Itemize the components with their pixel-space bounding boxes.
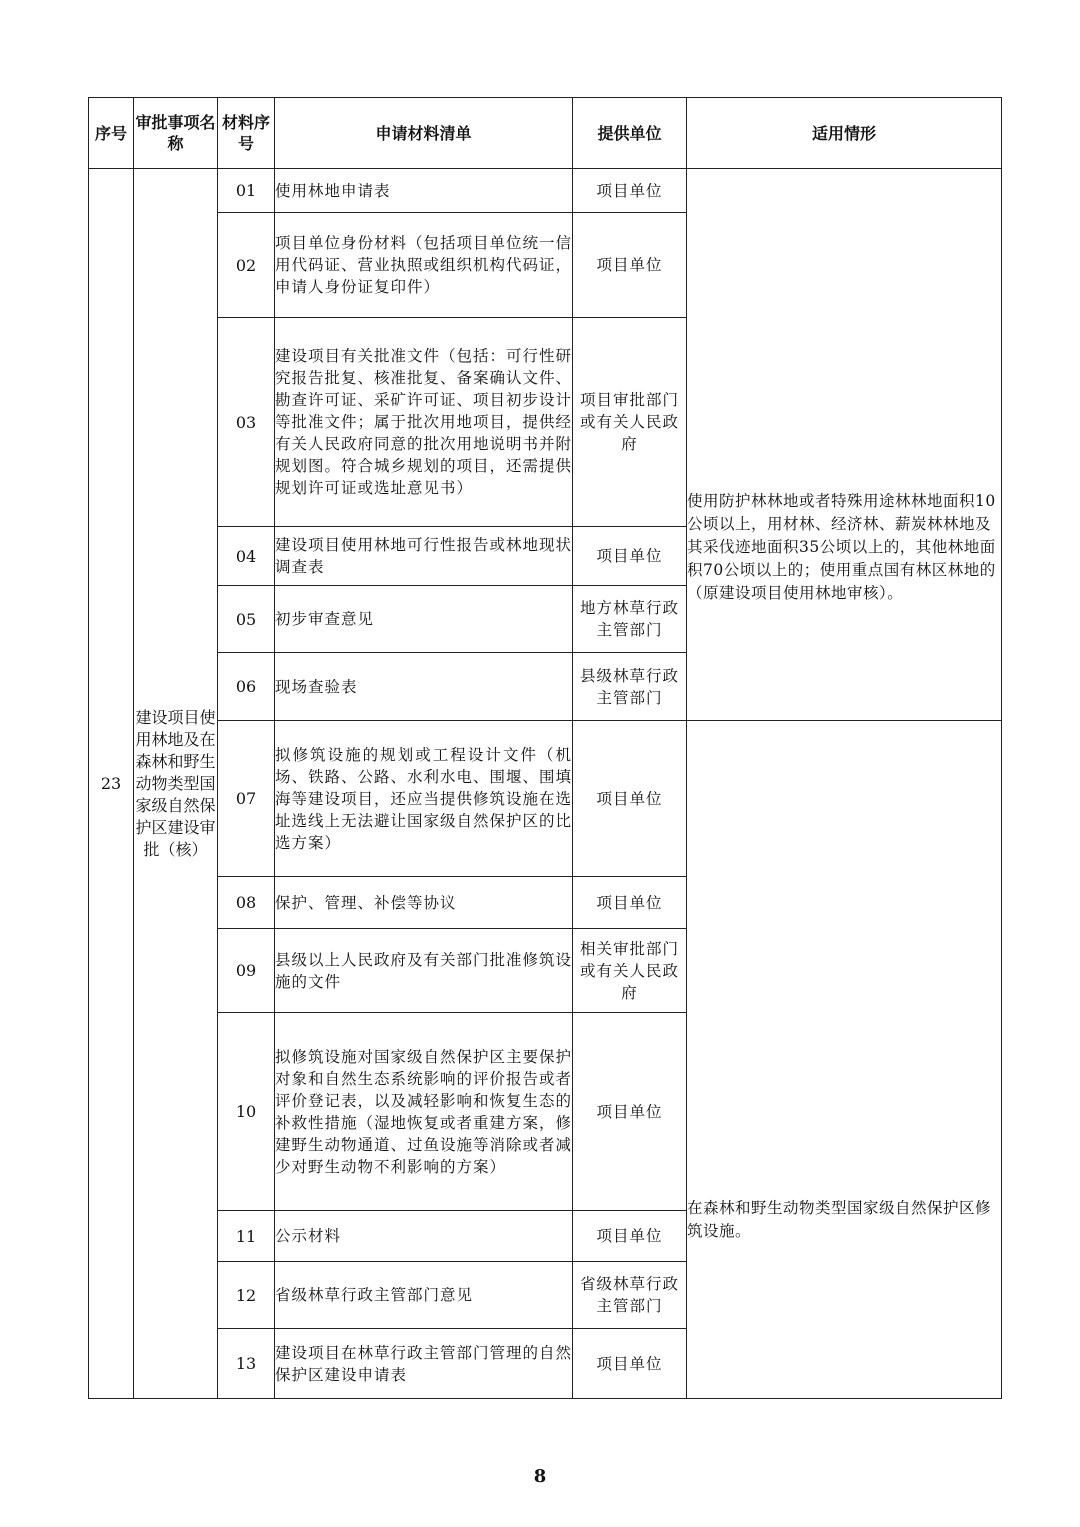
material-no: 07 — [218, 721, 275, 877]
item-name: 建设项目使用林地及在森林和野生动物类型国家级自然保护区建设审批（核） — [134, 169, 218, 1399]
material-no: 03 — [218, 318, 275, 527]
header-provider: 提供单位 — [573, 98, 687, 169]
material-text: 现场查验表 — [275, 653, 573, 721]
page-number: 8 — [533, 1466, 547, 1487]
material-no: 10 — [218, 1013, 275, 1211]
header-material-seq: 材料序号 — [218, 98, 275, 169]
provider-text: 项目单位 — [573, 213, 687, 318]
material-text: 拟修筑设施的规划或工程设计文件（机场、铁路、公路、水利水电、围堰、围填海等建设项目，还应当提供修筑设施在选址选线上无法避让国家级自然保护区的比选方案） — [275, 721, 573, 877]
material-text: 初步审查意见 — [275, 586, 573, 653]
provider-text: 地方林草行政主管部门 — [573, 586, 687, 653]
provider-text: 项目单位 — [573, 169, 687, 213]
material-text: 拟修筑设施对国家级自然保护区主要保护对象和自然生态系统影响的评价报告或者评价登记表，以及减轻影响和恢复生态的补救性措施（湿地恢复或者重建方案，修建野生动物通道、过鱼设施等消除或者减少对野生动物不利影响的方案） — [275, 1013, 573, 1211]
material-no: 01 — [218, 169, 275, 213]
material-no: 04 — [218, 527, 275, 586]
material-no: 09 — [218, 929, 275, 1013]
provider-text: 项目单位 — [573, 527, 687, 586]
material-text: 项目单位身份材料（包括项目单位统一信用代码证、营业执照或组织机构代码证，申请人身份证复印件） — [275, 213, 573, 318]
provider-text: 项目单位 — [573, 1329, 687, 1399]
material-no: 08 — [218, 877, 275, 929]
material-text: 保护、管理、补偿等协议 — [275, 877, 573, 929]
provider-text: 项目单位 — [573, 1013, 687, 1211]
material-no: 06 — [218, 653, 275, 721]
material-text: 省级林草行政主管部门意见 — [275, 1262, 573, 1329]
provider-text: 项目审批部门或有关人民政府 — [573, 318, 687, 527]
material-text: 建设项目在林草行政主管部门管理的自然保护区建设申请表 — [275, 1329, 573, 1399]
table-header-row — [89, 98, 1002, 169]
header-materials: 申请材料清单 — [275, 98, 573, 169]
provider-text: 县级林草行政主管部门 — [573, 653, 687, 721]
provider-text: 项目单位 — [573, 1211, 687, 1262]
table-row — [89, 169, 1002, 213]
header-item-name: 审批事项名称 — [134, 98, 218, 169]
material-no: 11 — [218, 1211, 275, 1262]
material-no: 02 — [218, 213, 275, 318]
material-text: 建设项目使用林地可行性报告或林地现状调查表 — [275, 527, 573, 586]
approval-materials-table — [88, 97, 1002, 1399]
material-no: 13 — [218, 1329, 275, 1399]
situation-b: 在森林和野生动物类型国家级自然保护区修筑设施。 — [687, 721, 1002, 1399]
material-text: 公示材料 — [275, 1211, 573, 1262]
material-no: 12 — [218, 1262, 275, 1329]
provider-text: 项目单位 — [573, 721, 687, 877]
material-text: 使用林地申请表 — [275, 169, 573, 213]
header-situation: 适用情形 — [687, 98, 1002, 169]
provider-text: 省级林草行政主管部门 — [573, 1262, 687, 1329]
provider-text: 相关审批部门或有关人民政府 — [573, 929, 687, 1013]
provider-text: 项目单位 — [573, 877, 687, 929]
material-text: 建设项目有关批准文件（包括：可行性研究报告批复、核准批复、备案确认文件、勘查许可证、采矿许可证、项目初步设计等批准文件；属于批次用地项目，提供经有关人民政府同意的批次用地说明书并附规划图。符合城乡规划的项目，还需提供规划许可证或选址意见书） — [275, 318, 573, 527]
material-no: 05 — [218, 586, 275, 653]
material-text: 县级以上人民政府及有关部门批准修筑设施的文件 — [275, 929, 573, 1013]
header-seq: 序号 — [89, 98, 134, 169]
table-row — [89, 721, 1002, 877]
item-seq: 23 — [89, 169, 134, 1399]
situation-a: 使用防护林林地或者特殊用途林林地面积10公顷以上，用材林、经济林、薪炭林林地及其采伐迹地面积35公顷以上的，其他林地面积70公顷以上的；使用重点国有林区林地的（原建设项目使用林地审核）。 — [687, 169, 1002, 721]
